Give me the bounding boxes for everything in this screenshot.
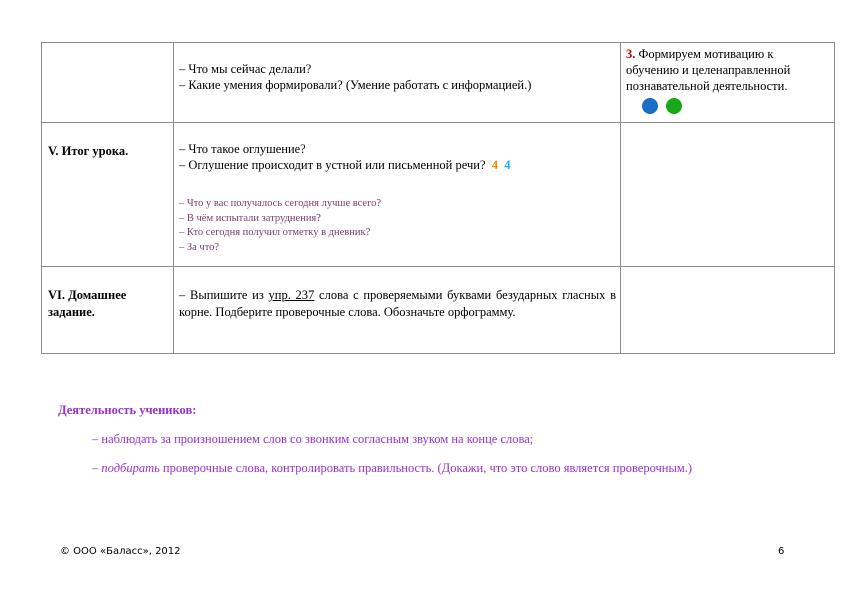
page-number: 6 — [778, 546, 785, 557]
badge-cyan: 4 — [504, 158, 511, 172]
stage-title — [48, 287, 126, 321]
stage-cell-homework — [42, 267, 174, 354]
question-line: – Оглушение происходит в устной или письменной речи? — [179, 158, 486, 172]
homework-rest: слова с проверяемыми буквами безударных гласных в корне. Подберите проверочные слова. Обозначьте орфограмму. — [179, 288, 616, 319]
motivation-number: 3. — [626, 47, 636, 61]
content-cell-row2 — [174, 123, 621, 267]
question-line: – Какие умения формировали? (Умение работать с информацией.) — [179, 78, 532, 92]
goal-cell-row2 — [621, 123, 835, 267]
question-line: – Что мы сейчас делали? — [179, 62, 312, 76]
reflection-item: – За что? — [179, 241, 220, 253]
copyright: © ООО «Баласс», 2012 — [60, 546, 181, 557]
stage-title: V. Итог урока. — [48, 144, 129, 158]
reflection-item: – Что у вас получалось сегодня лучше всего? — [179, 198, 382, 209]
activity-dash: – — [92, 461, 102, 475]
activity-item — [92, 461, 692, 476]
homework-prefix: – Выпишите из — [179, 288, 264, 302]
activity-italic-word: подбирать — [101, 461, 160, 475]
stage-cell-empty — [42, 43, 174, 123]
stage-cell-summary — [42, 123, 174, 267]
badge-orange: 4 — [491, 158, 498, 172]
exercise-link[interactable]: упр. 237 — [268, 288, 315, 302]
activity-heading: Деятельность учеников: — [58, 403, 197, 417]
reflection-item: – Кто сегодня получил отметку в дневник? — [179, 227, 371, 238]
activity-item-rest: проверочные слова, контролировать правильность. (Докажи, что это слово является проверочным.) — [159, 461, 693, 475]
goal-cell-row1 — [621, 43, 835, 123]
lesson-table — [41, 42, 835, 354]
motivation-text: обучению и целенаправленной — [626, 63, 791, 77]
activity-item: – наблюдать за произношением слов со звонким согласным звуком на конце слова; — [92, 432, 534, 446]
reflection-list — [179, 197, 381, 255]
motivation-text: познавательной деятельности. — [626, 79, 788, 93]
homework-text — [179, 287, 616, 321]
stage-title-line: задание. — [48, 305, 95, 319]
motivation-text: Формируем мотивацию к — [638, 47, 774, 61]
content-cell-row3 — [174, 267, 621, 354]
question-line: – Что такое оглушение? — [179, 142, 306, 156]
reflection-item: – В чём испытали затруднения? — [179, 212, 321, 224]
stage-title-line: VI. Домашнее — [48, 288, 127, 302]
content-cell-row1 — [174, 43, 621, 123]
goal-cell-row3 — [621, 267, 835, 354]
